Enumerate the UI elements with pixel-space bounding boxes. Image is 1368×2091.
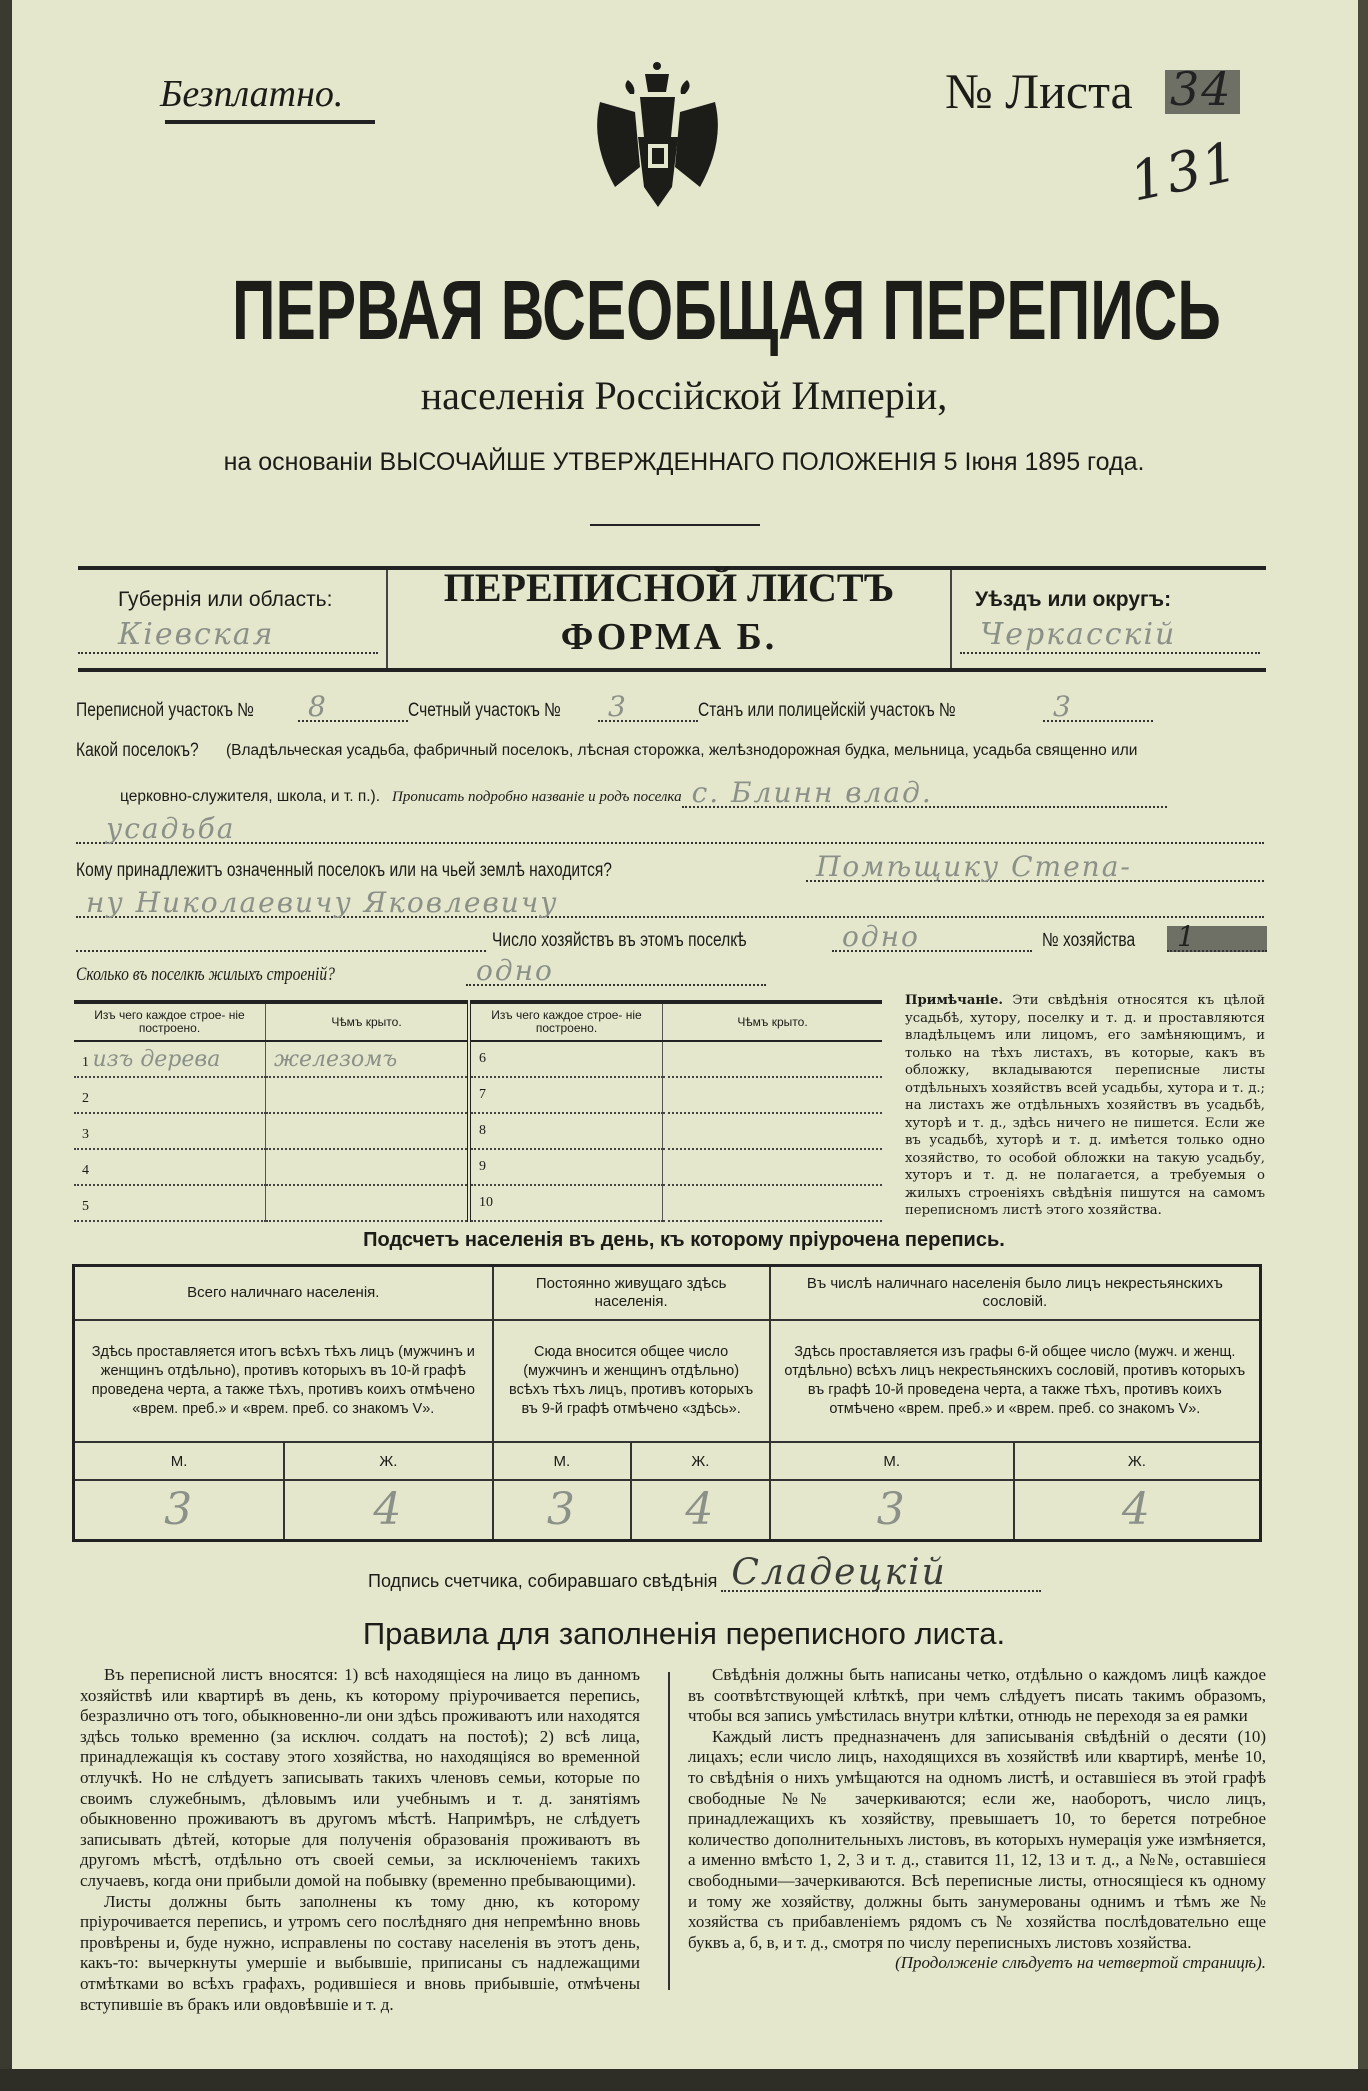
form-box-bottom-rule xyxy=(78,668,1266,672)
roof-cell[interactable] xyxy=(266,1185,470,1221)
row-number: 6 xyxy=(479,1051,486,1066)
owner-row-2 xyxy=(76,886,1264,919)
free-underline xyxy=(165,120,375,124)
rules-paragraph: Листы должны быть заполнены къ тому дню, къ которому пріурочивается перепись, и утромъ сего послѣдняго дня непремѣнно вновь провѣрены и, буде нужно, исправлены по составу населенія въ этотъ день, какъ-то: вычеркнуты умершіе и выбывшіе, приписаны съ надлежащими отмѣтками во всѣхъ графахъ, родившіеся и вновь прибывшіе, отмѣчены вступившіе въ бракъ или овдовѣвшіе и т. д. xyxy=(80,1891,640,2014)
district-field xyxy=(960,618,1260,654)
row-number: 10 xyxy=(479,1195,493,1210)
material-value: изъ дерева xyxy=(92,1046,221,1072)
material-cell[interactable] xyxy=(74,1185,266,1221)
column-title: Всего наличнаго населенія. xyxy=(74,1266,493,1321)
settlement-row-3 xyxy=(76,812,1264,845)
form-name: ФОРМА Б. xyxy=(560,616,778,658)
divider xyxy=(590,524,760,526)
households-value: одно xyxy=(842,920,920,953)
population-values-row xyxy=(74,1480,1261,1541)
resident-female-cell[interactable] xyxy=(631,1480,770,1541)
count-district-field[interactable] xyxy=(598,690,698,723)
male-label: М. xyxy=(493,1442,632,1480)
census-district-field[interactable] xyxy=(298,690,408,723)
page-subtitle: населенія Россійской Имперіи, xyxy=(420,373,948,418)
total-female-value: 4 xyxy=(373,1484,404,1535)
roof-cell[interactable] xyxy=(663,1113,883,1149)
district-value: Черкасскій xyxy=(980,617,1177,652)
owner-row xyxy=(76,850,1264,883)
male-label: М. xyxy=(74,1442,285,1480)
roof-cell[interactable] xyxy=(663,1041,883,1077)
column-title: Постоянно живущаго здѣсь населенія. xyxy=(493,1266,770,1321)
column-header-roof: Чѣмъ крыто. xyxy=(266,1002,470,1041)
row-number: 1 xyxy=(82,1054,89,1070)
district-label: Уѣздъ или округъ: xyxy=(975,588,1172,611)
row-number: 5 xyxy=(82,1198,89,1214)
resident-male-value: 3 xyxy=(546,1484,577,1535)
settlement-instruction: Прописать подробно названіе и родъ поселка xyxy=(392,789,682,805)
rules-heading: Правила для заполненія переписного листа. xyxy=(362,1616,1006,1651)
roof-cell[interactable] xyxy=(266,1149,470,1185)
household-number-value: 1 xyxy=(1177,920,1197,953)
sheet-number-label: № Листа xyxy=(945,63,1133,119)
signature-row xyxy=(368,1552,1041,1593)
settlement-value: с. Блинн влад. xyxy=(691,776,933,809)
households-leader xyxy=(76,926,486,952)
row-number: 3 xyxy=(82,1126,89,1142)
decree-line: на основаніи ВЫСОЧАЙШЕ УТВЕРЖДЕННАГО ПОЛОЖЕНІЯ 5 Іюня 1895 года. xyxy=(223,448,1145,476)
households-row xyxy=(76,920,1267,953)
roof-cell[interactable] xyxy=(266,1041,470,1077)
column-description: Здѣсь проставляется изъ графы 6-й общее число (мужч. и женщ. отдѣльно) всѣхъ лицъ некрестьянскихъ сословій, противъ которыхъ въ графѣ 10-й проведена черта, а также тѣхъ, противъ коихъ отмѣчено «врем. преб.» и «врем. преб. со знакомъ V». xyxy=(770,1320,1261,1442)
non-peasant-female-value: 4 xyxy=(1121,1484,1152,1535)
buildings-table xyxy=(74,1000,882,1222)
non-peasant-male-cell[interactable] xyxy=(770,1480,1014,1541)
material-cell[interactable] xyxy=(74,1077,266,1113)
roof-cell[interactable] xyxy=(663,1149,883,1185)
roof-cell[interactable] xyxy=(663,1185,883,1221)
province-label: Губернія или область: xyxy=(118,588,333,611)
column-description: Здѣсь проставляется итогъ всѣхъ тѣхъ лицъ (мужчинъ и женщинъ отдѣльно), противъ которыхъ въ 10-й графѣ проведена черта, а также тѣхъ, противъ коихъ отмѣчено «врем. преб.» и «врем. преб. со знакомъ V». xyxy=(74,1320,493,1442)
row-number: 9 xyxy=(479,1159,486,1174)
column-header-material: Изъ чего каждое строе- ніе построено. xyxy=(469,1002,663,1041)
household-number-field[interactable] xyxy=(1167,920,1267,953)
province-value: Кіевская xyxy=(118,617,275,652)
material-cell[interactable] xyxy=(469,1185,663,1221)
rules-paragraph: Въ переписной листъ вносятся: 1) всѣ находящіеся на лицо въ данномъ хозяйствѣ или квартирѣ въ день, къ которому пріурочивается перепись, безразлично отъ того, обыкновенно-ли они здѣсь проживаютъ или находятся здѣсь только временно (за исключ. солдатъ на постоѣ); 2) всѣ лица, принадлежащія къ составу этого хозяйства, но находящіяся во временной отлучкѣ. Но не слѣдуетъ записывать такихъ членовъ семьи, которые по своимъ служебнымъ, дѣловымъ или учебнымъ и т. д. занятіямъ обыкновенно проживаютъ въ другомъ мѣстѣ. Напримѣръ, не слѣдуетъ записывать дѣтей, которые для полученія образованія проживаютъ въ другомъ мѣстѣ, отдѣльно отъ своей семьи, за исключеніемъ такихъ случаевъ, когда они прибыли домой на побывку (временно пребывающими). xyxy=(80,1665,640,1890)
roof-value: железомъ xyxy=(274,1046,398,1072)
buildings-count-value: одно xyxy=(476,954,554,987)
owner-field-2[interactable] xyxy=(76,886,1264,919)
signature-value: Сладецкій xyxy=(731,1552,947,1593)
row-number: 8 xyxy=(479,1123,486,1138)
form-title: ПЕРЕПИСНОЙ ЛИСТЪ xyxy=(443,565,895,610)
settlement-hint-2: церковно-служителя, школа, и т. п.). xyxy=(120,788,380,805)
imperial-eagle-icon xyxy=(590,62,725,212)
police-district-label: Станъ или полицейскій участокъ № xyxy=(698,700,956,721)
roof-cell[interactable] xyxy=(266,1113,470,1149)
district-numbers-row xyxy=(76,690,1153,723)
scan-edge-left xyxy=(0,0,12,2091)
settlement-row xyxy=(76,740,1137,762)
material-cell[interactable] xyxy=(469,1077,663,1113)
table-row xyxy=(74,1113,882,1149)
non-peasant-male-value: 3 xyxy=(876,1484,907,1535)
row-number: 4 xyxy=(82,1162,89,1178)
material-cell[interactable] xyxy=(74,1113,266,1149)
continued-note: (Продолженіе слѣдуетъ на четвертой страницѣ). xyxy=(895,1953,1266,1973)
sheet-number-struck: 34 xyxy=(1170,62,1233,116)
police-district-field[interactable] xyxy=(1043,690,1153,723)
resident-male-cell[interactable] xyxy=(493,1480,632,1541)
count-district-label: Счетный участокъ № xyxy=(408,700,561,721)
signature-label: Подпись счетчика, собиравшаго свѣдѣнія xyxy=(368,1571,718,1591)
owner-field[interactable] xyxy=(806,850,1264,883)
resident-female-value: 4 xyxy=(685,1484,716,1535)
census-district-value: 8 xyxy=(308,690,328,723)
form-box-divider xyxy=(950,570,952,668)
population-heading: Подсчетъ населенія въ день, къ которому пріурочена перепись. xyxy=(363,1229,1005,1251)
material-cell[interactable] xyxy=(74,1149,266,1185)
table-row xyxy=(74,1185,882,1221)
settlement-label: Какой поселокъ? xyxy=(76,740,199,761)
province-field xyxy=(78,618,378,654)
non-peasant-female-cell[interactable] xyxy=(1014,1480,1261,1541)
note-title: Примѣчаніе. xyxy=(905,993,1004,1008)
scan-edge-right xyxy=(1358,0,1368,2091)
total-male-cell[interactable] xyxy=(74,1480,285,1541)
column-title: Въ числѣ наличнаго населенія было лицъ некрестьянскихъ сословій. xyxy=(770,1266,1261,1321)
signature-field[interactable] xyxy=(721,1552,1041,1593)
scan-edge-bottom xyxy=(0,2069,1368,2091)
table-row xyxy=(74,1149,882,1185)
household-number-label: № хозяйства xyxy=(1042,930,1136,951)
free-label: Безплатно. xyxy=(160,73,344,115)
column-description: Сюда вносится общее число (мужчинъ и женщинъ отдѣльно) всѣхъ тѣхъ лицъ, противъ которыхъ въ 9-й графѣ отмѣчено «здѣсь». xyxy=(493,1320,770,1442)
settlement-field[interactable] xyxy=(682,776,1167,809)
settlement-value-2: усадьба xyxy=(106,812,236,845)
population-table xyxy=(72,1264,1262,1542)
owner-label: Кому принадлежитъ означенный поселокъ или на чьей землѣ находится? xyxy=(76,860,612,881)
sex-label-row xyxy=(74,1442,1261,1480)
row-number: 2 xyxy=(82,1090,89,1106)
settlement-hint: (Владѣльческая усадьба, фабричный поселокъ, лѣсная сторожка, желѣзнодорожная будка, мельница, усадьба священно или xyxy=(226,742,1138,759)
total-male-value: 3 xyxy=(164,1484,195,1535)
total-female-cell[interactable] xyxy=(284,1480,492,1541)
row-number: 7 xyxy=(479,1087,486,1102)
note-text: Эти свѣдѣнія относятся къ цѣлой усадьбѣ, хутору, поселку и т. д. и проставляются владѣльцемъ или лицомъ, его замѣняющимъ, и только на тѣхъ листахъ, въ которые, какъ въ обложку, вкладываются переписные листы отдѣльныхъ хозяйствъ всей усадьбы, хутора и т. д.; на листахъ же отдѣльныхъ хозяйствъ въ усадьбѣ, хуторѣ и т. д., здѣсь ничего не пишется. Если же въ усадьбѣ, хуторѣ и т. д. имѣется только одно хозяйство, то особой обложки на такую усадьбу, хуторъ и т. д. не полагается, а требуемыя о жилыхъ строеніяхъ свѣдѣнія пишутся на самомъ переписномъ листѣ этого хозяйства. xyxy=(905,993,1265,1218)
count-district-value: 3 xyxy=(608,690,628,723)
female-label: Ж. xyxy=(284,1442,492,1480)
roof-cell[interactable] xyxy=(663,1077,883,1113)
settlement-row-2 xyxy=(120,776,1167,809)
households-label: Число хозяйствъ въ этомъ поселкѣ xyxy=(492,930,747,951)
buildings-count-row xyxy=(76,954,766,987)
rules-left-column xyxy=(80,1665,640,2015)
material-cell[interactable] xyxy=(469,1041,663,1077)
buildings-count-field[interactable] xyxy=(466,954,766,987)
sheet-number-handwritten: 131 xyxy=(1124,129,1245,214)
settlement-field-2[interactable] xyxy=(76,812,1264,845)
population-header-row xyxy=(74,1266,1261,1321)
table-row xyxy=(74,1041,882,1077)
owner-value: Помѣщику Степа- xyxy=(816,850,1132,883)
owner-value-2: ну Николаевичу Яковлевичу xyxy=(86,886,559,919)
female-label: Ж. xyxy=(631,1442,770,1480)
rules-paragraph: Каждый листъ предназначенъ для записыванія свѣдѣній о десяти (10) лицахъ; если число лицъ, находящихся въ хозяйствѣ или квартирѣ, менѣе 10, то свѣдѣнія о нихъ умѣщаются на одномъ листѣ, и оставшіеся въ этой графѣ свободные №№ зачеркиваются; если же, наоборотъ, число лицъ, принадлежащихъ къ хозяйству, превышаетъ 10, то берется потребное количество дополнительныхъ листовъ, въ которыхъ нумерація уже измѣняется, а именно вмѣсто 1, 2, 3 и т. д., ставится 11, 12, 13 и т. д., а №№, оставшіеся свободными—зачеркиваются. Всѣ переписные листы, относящіеся къ одному и тому же хозяйству, должны быть занумерованы однимъ и тѣмъ же № хозяйства съ прибавленіемъ рядомъ съ № хозяйства послѣдовательно еще буквъ а, б, в, и т. д., смотря по числу переписныхъ листовъ хозяйства. xyxy=(688,1726,1266,1952)
police-district-value: 3 xyxy=(1053,690,1073,723)
buildings-table-header xyxy=(74,1002,882,1041)
column-divider xyxy=(668,1672,670,1990)
column-header-roof: Чѣмъ крыто. xyxy=(663,1002,883,1041)
male-label: М. xyxy=(770,1442,1014,1480)
material-cell[interactable] xyxy=(469,1113,663,1149)
roof-cell[interactable] xyxy=(266,1077,470,1113)
column-header-material: Изъ чего каждое строе- ніе построено. xyxy=(74,1002,266,1041)
census-district-label: Переписной участокъ № xyxy=(76,700,255,721)
female-label: Ж. xyxy=(1014,1442,1261,1480)
population-description-row xyxy=(74,1320,1261,1442)
buildings-count-label: Сколько въ поселкѣ жилыхъ строеній? xyxy=(76,964,335,985)
note xyxy=(905,992,1265,1220)
page-title: ПЕРВАЯ ВСЕОБЩАЯ ПЕРЕПИСЬ xyxy=(232,263,1221,357)
rules-right-column xyxy=(688,1665,1266,1974)
households-field[interactable] xyxy=(832,920,1032,953)
material-cell[interactable] xyxy=(469,1149,663,1185)
table-row xyxy=(74,1077,882,1113)
material-cell[interactable] xyxy=(74,1041,266,1077)
rules-paragraph: Свѣдѣнія должны быть написаны четко, отдѣльно о каждомъ лицѣ каждое въ соотвѣтствующей клѣткѣ, при чемъ слѣдуетъ писать такимъ образомъ, чтобы вся запись умѣстилась внутри клѣтки, отнюдь не переходя за ея рамки xyxy=(688,1665,1266,1726)
